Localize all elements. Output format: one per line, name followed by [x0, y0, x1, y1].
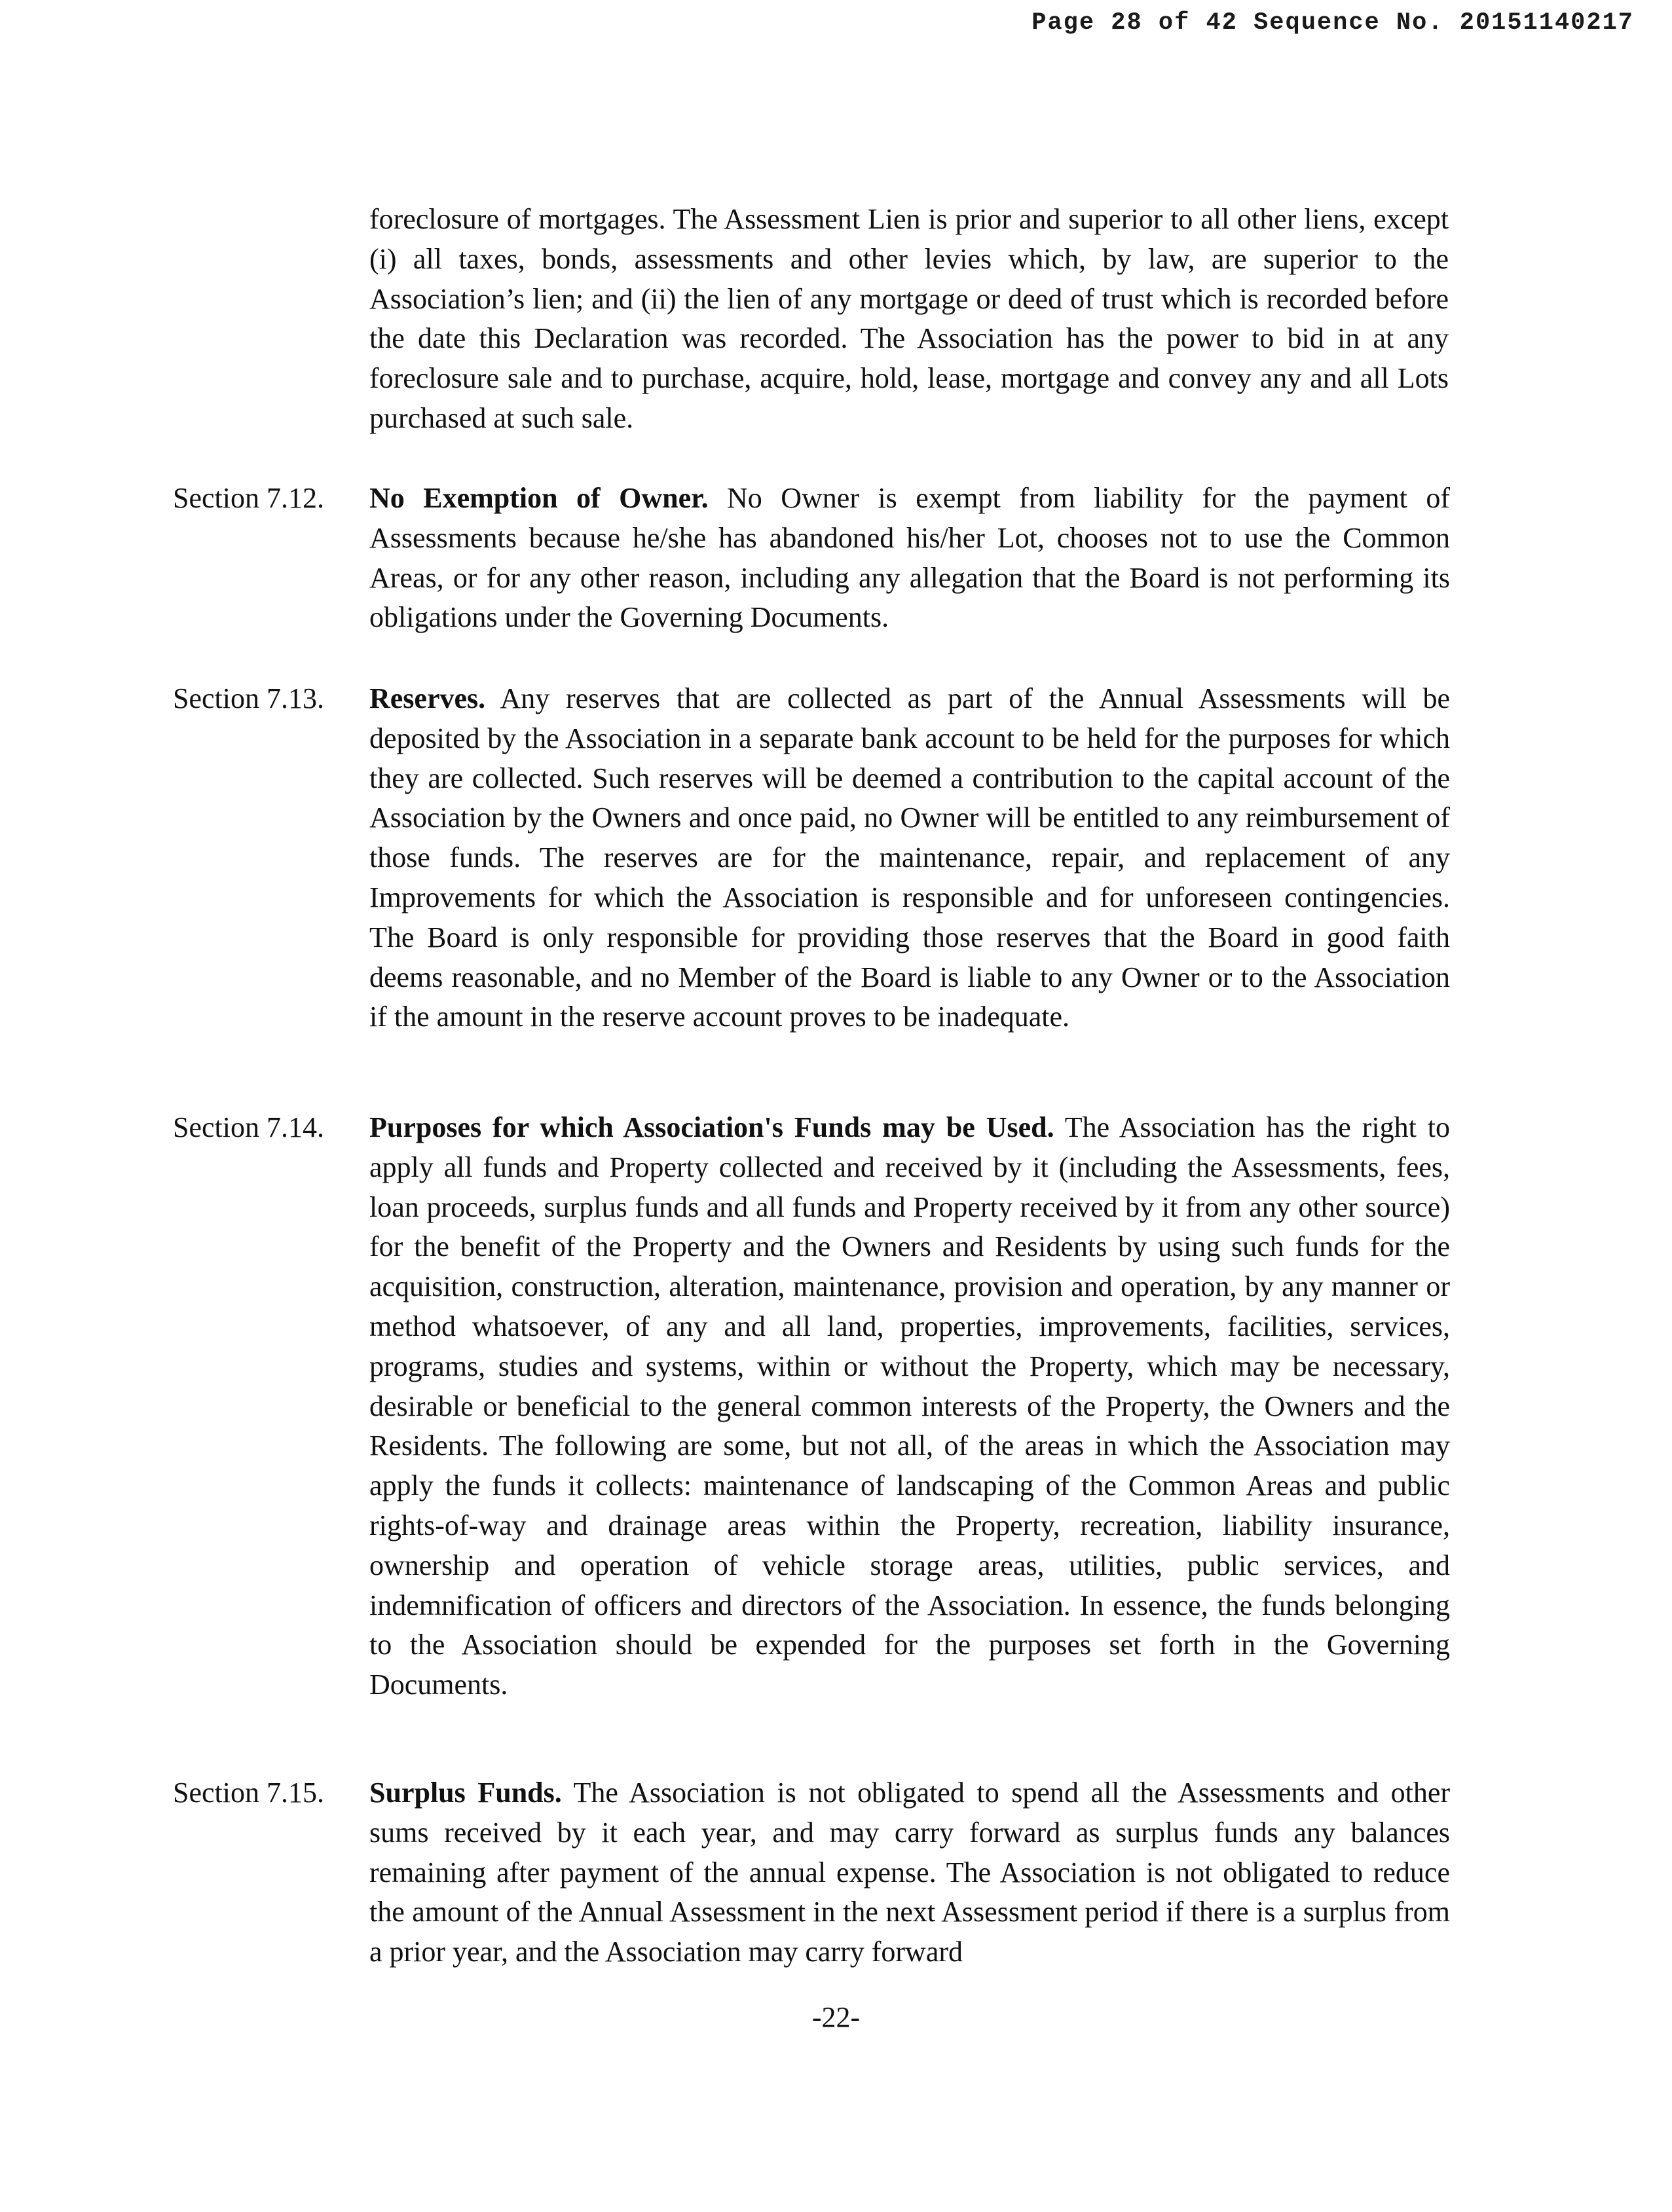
- section-title: No Exemption of Owner.: [369, 482, 709, 514]
- section-label: Section 7.13.: [173, 682, 324, 714]
- section-title: Surplus Funds.: [369, 1777, 562, 1809]
- section-title: Purposes for which Association's Funds may be Used.: [369, 1111, 1054, 1143]
- section-body: [369, 679, 1450, 1037]
- section-7-13: [173, 679, 1450, 1037]
- section-body: [369, 479, 1450, 638]
- section-body: [369, 1108, 1450, 1705]
- continued-paragraph: foreclosure of mortgages. The Assessment Lien is prior and superior to all other liens, except (i) all taxes, bonds, assessments and other levies which, by law, are superior to the Association’s lien; and (ii) the lien of any mortgage or deed of trust which is recorded before the date this Declaration was recorded. The Association has the power to bid in at any foreclosure sale and to purchase, acquire, hold, lease, mortgage and convey any and all Lots purchased at such sale.: [369, 203, 1449, 434]
- section-body: [369, 1773, 1450, 1972]
- section-text: The Association is not obligated to spend all the Assessments and other sums received by it each year, and may carry forward as surplus funds any balances remaining after payment of the annual expense. The Association is not obligated to reduce the amount of the Annual Assessment in the next Assessment period if there is a surplus from a prior year, and the Association may carry forward: [369, 1777, 1451, 1968]
- section-label: Section 7.14.: [173, 1111, 324, 1143]
- section-label: Section 7.12.: [173, 482, 324, 514]
- section-label: Section 7.15.: [173, 1777, 324, 1809]
- section-text: No Owner is exempt from liability for the payment of Assessments because he/she has abandoned his/her Lot, chooses not to use the Common Areas, or for any other reason, including any allegation that the Board is not performing its obligations under the Governing Documents.: [369, 482, 1450, 634]
- section-7-12: [173, 479, 1450, 638]
- section-7-15: [173, 1773, 1450, 1972]
- section-text: The Association has the right to apply all funds and Property collected and received by it (including the Assessments, fees, loan proceeds, surplus funds and all funds and Property received by it from any other source) for the benefit of the Property and the Owners and Residents by using such funds for the acquisition, construction, alteration, maintenance, provision and operation, by any manner or method whatsoever, of any and all land, properties, improvements, facilities, services, programs, studies and systems, within or without the Property, which may be necessary, desirable or beneficial to the general common interests of the Property, the Owners and the Residents. The following are some, but not all, of the areas in which the Association may apply the funds it collects: maintenance of landscaping of the Common Areas and public rights-of-way and drainage areas within the Property, recreation, liability insurance, ownership and operation of vehicle storage areas, utilities, public services, and indemnification of officers and directors of the Association. In essence, the funds belonging to the Association should be expended for the purposes set forth in the Governing Documents.: [369, 1111, 1450, 1701]
- page-sequence-stamp: Page 28 of 42 Sequence No. 20151140217: [1031, 9, 1634, 37]
- section-title: Reserves.: [369, 682, 486, 714]
- section-text: Any reserves that are collected as part of the Annual Assessments will be deposited by the Association in a separate bank account to be held for the purposes for which they are collected. Such reserves will be deemed a contribution to the capital account of the Association by the Owners and once paid, no Owner will be entitled to any reimbursement of those funds. The reserves are for the maintenance, repair, and replacement of any Improvements for which the Association is responsible and for unforeseen contingencies. The Board is only responsible for providing those reserves that the Board in good faith deems reasonable, and no Member of the Board is liable to any Owner or to the Association if the amount in the reserve account proves to be inadequate.: [369, 682, 1450, 1033]
- section-7-14: [173, 1108, 1450, 1705]
- page-number: -22-: [811, 2001, 861, 2033]
